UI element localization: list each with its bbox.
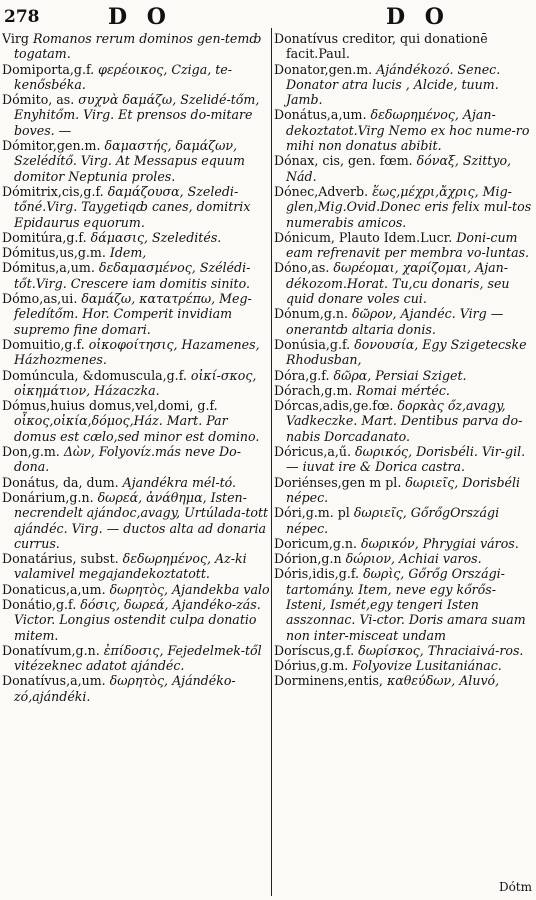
entry-definition: δεδωρημένος, Ajan-dekoztatot.Virg Nemo ex hoc nume-ro mihi non donatus abibit. (286, 107, 530, 154)
dictionary-entry (2, 260, 270, 291)
entry-headword: Donátus,a,um. (274, 107, 367, 123)
entry-headword: Dóra,g.f. (274, 367, 330, 383)
dictionary-entry (274, 398, 532, 444)
dictionary-entry (274, 475, 532, 506)
entry-headword: Dóricus,a,ű. (274, 444, 351, 460)
dictionary-entry (2, 230, 270, 245)
entry-definition: δονουσία, Egy Szigetecske Rhodusban, (286, 336, 527, 368)
entry-headword: Dónec,Adverb. (274, 183, 369, 199)
entry-headword: Donaticus,a,um. (2, 581, 106, 597)
dictionary-entry (274, 658, 532, 673)
entry-headword: Don,g.m. (2, 444, 60, 460)
entry-definition: οἰκοφοίτησις, Hazamenes, Házhozmenes. (14, 336, 260, 368)
dictionary-entry (2, 291, 270, 337)
entry-headword: Dónax, cis, gen. fœm. (274, 153, 413, 169)
running-head-right: D O (386, 4, 450, 30)
entry-definition: Ajandékra mél-tó. (118, 474, 237, 490)
entry-headword: Donatívus,a,um. (2, 673, 106, 689)
dictionary-entry (2, 475, 270, 490)
entry-headword: Dómo,as,ui. (2, 291, 78, 307)
entry-definition: οἶκος,οἰκία,δόμος,Ház. Mart. Par domus est cælo,sed minor est domino. (14, 413, 260, 444)
dictionary-entry (274, 153, 532, 184)
entry-headword: Domiporta,g.f. (2, 61, 95, 77)
running-header (0, 4, 536, 28)
entry-definition: δεδωρημένος, Az-ki valamivel megajandekoztatott. (14, 551, 247, 582)
entry-definition: Idem, (105, 245, 147, 261)
entry-definition: Ajándékozó. Senec. Donator atra lucis , Alcide, tuum. Jamb. (286, 61, 501, 108)
entry-definition: Δὼν, Folyovíz.más neve Do-dona. (14, 444, 241, 475)
entry-headword: Donárium,g.n. (2, 489, 94, 505)
entry-definition: δεδαμασμένος, Szélédi-tőt.Virg. Crescere iam domitis sinito. (14, 260, 251, 291)
entry-definition: δωρητὸς, Ajándéko-zó,ajándéki. (14, 673, 236, 704)
entry-headword: Doríscus,g.f. (274, 642, 355, 658)
entry-definition: δωρίσκος, Thraciaivá-ros. (354, 642, 524, 658)
entry-definition: δῶρα, Persiai Sziget. (329, 367, 467, 383)
entry-definition: δωρικόν, Phrygiai város. (357, 535, 519, 551)
entry-definition: ἐπίδοσις, Fejedelmek-től vitézeknec adatot ajándéc. (14, 642, 262, 674)
dictionary-entry (274, 643, 532, 658)
entry-definition: δορκὰς őz,avagy, Vadkeczke. Mart. Dentibus parva do-nabis Dorcadanato. (286, 398, 523, 444)
dictionary-entry (2, 582, 270, 597)
dictionary-entry (274, 260, 532, 306)
entry-headword: Donátus, da, dum. (2, 474, 119, 490)
entry-definition: δωριεῖς, Dorisbéli népec. (286, 474, 521, 505)
dictionary-entry (274, 505, 532, 536)
entry-headword: Dóris,idis,g.f. (274, 566, 360, 582)
dictionary-entry (2, 62, 270, 93)
entry-definition: δώριον, Achiai varos. (341, 551, 482, 567)
entry-headword: Dómitus,us,g.m. (2, 245, 106, 261)
entry-headword: Dónicum, Plauto Idem.Lucr. (274, 229, 453, 245)
dictionary-entry (2, 398, 270, 444)
entry-headword: Donator,gen.m. (274, 61, 373, 77)
entry-definition: Doni-cum eam refrenavit per membra vo-luntas. (286, 229, 530, 261)
dictionary-entry (274, 31, 532, 62)
entry-headword: Dómitrix,cis,g.f. (2, 183, 104, 199)
entry-definition: φερέοικος, Cziga, te-kenősbéka. (14, 61, 232, 92)
dictionary-entry (274, 383, 532, 398)
right-column (274, 31, 532, 900)
dictionary-entry (274, 337, 532, 368)
entry-headword: Dórion,g.n (274, 551, 342, 567)
page-number: 278 (4, 7, 40, 27)
dictionary-entry (2, 245, 270, 260)
dictionary-entry (2, 444, 270, 475)
entry-headword: Doriénses,gen m pl. (274, 474, 402, 490)
dictionary-entry (274, 444, 532, 475)
entry-headword: Domúncula, &domuscula,g.f. (2, 367, 187, 383)
entry-headword: Donúsia,g.f. (274, 336, 351, 352)
entry-definition: δόναξ, Szittyo, Nád. (286, 153, 512, 184)
dictionary-entry (274, 306, 532, 337)
dictionary-entry (2, 138, 270, 184)
entry-definition: οἰκί-σκος, οἰκημάτιον, Házaczka. (14, 367, 257, 398)
entry-headword: Donatívum,g.n. (2, 642, 100, 658)
dictionary-entry (274, 566, 532, 642)
dictionary-entry (2, 92, 270, 138)
entry-headword: Donatárius, subst. (2, 551, 119, 567)
dictionary-entry (274, 368, 532, 383)
column-divider (271, 28, 272, 896)
entry-headword: Domuitio,g.f. (2, 336, 85, 352)
entry-definition: δάμασις, Szeledités. (86, 229, 222, 245)
entry-definition: δωρεά, ἀνάθημα, Isten-necrendelt ajándoc,avagy, Urtúlada-tott ajándéc. Virg. — ductos alta ad donaria currus. (14, 489, 269, 551)
dictionary-entry (2, 643, 270, 674)
dictionary-entry (2, 184, 270, 230)
entry-headword: Donatívus creditor, qui donationē facit.Paul. (274, 31, 488, 62)
dictionary-entry (274, 551, 532, 566)
dictionary-entry (274, 62, 532, 108)
dictionary-entry (274, 673, 532, 688)
entry-definition: δωρέομαι, χαρίζομαι, Ajan-dékozom.Horat. Tu,cu donaris, seu quid donare voles cui. (286, 260, 510, 307)
dictionary-entry (2, 673, 270, 704)
entry-headword: Dómus,huius domus,vel,domi, g.f. (2, 398, 218, 414)
catchword: Dótm (498, 880, 532, 894)
running-head-left: D O (108, 4, 172, 30)
entry-headword: Dórach,g.m. (274, 382, 353, 398)
entry-headword: Dórcas,adis,ge.fœ. (274, 398, 394, 414)
left-column (2, 31, 270, 900)
dictionary-entry (2, 368, 270, 399)
entry-headword: Domitúra,g.f. (2, 229, 87, 245)
entry-headword: Virg (2, 31, 29, 46)
entry-headword: Donátio,g.f. (2, 596, 77, 612)
dictionary-entry (2, 551, 270, 582)
entry-definition: δωρὶς, Gőrőg Országi-tartomány. Item, neve egy kőrős-Isteni, Ismét,egy tengeri Isten asszonnac. Vi-ctor. Doris amara suam non inter-misceat undam (286, 566, 526, 643)
entry-definition: Folyovize Lusitaniánac. (348, 658, 502, 674)
dictionary-entry (274, 230, 532, 261)
entry-definition: δαμάζουσα, Szeledi-tőné.Virg. Taygetiqȸ canes, domitrix Epidaurus equorum. (14, 183, 251, 230)
entry-definition: δόσις, δωρεά, Ajandéko-zás. Victor. Longius ostendit culpa donatio mitem. (14, 596, 261, 643)
entry-definition: δωρητὸς, Ajandekba valo (105, 581, 270, 597)
entry-definition: δωρικός, Dorisbéli. Vir-gil. — iuvat ire & Dorica castra. (286, 444, 526, 475)
entry-definition: δωριεῖς, GőrőgOrszági népec. (286, 505, 500, 536)
entry-definition: ἕως,μέχρι,ἄχρις, Mig-glen,Mig.Ovid.Donec eris felix mul-tos numerabis amicos. (286, 183, 532, 230)
dictionary-entry (274, 107, 532, 153)
entry-headword: Dómitor,gen.m. (2, 138, 101, 154)
entry-definition: δαμάζω, κατατρέπω, Meg-feledítőm. Hor. Comperit invidiam supremo fine domari. (14, 291, 252, 337)
entry-headword: Dóno,as. (274, 260, 330, 276)
entry-headword: Dómito, as. (2, 92, 75, 108)
dictionary-entry (274, 184, 532, 230)
dictionary-entry (2, 31, 270, 62)
entry-definition: δῶρον, Ajandéc. Virg — onerantȸ altaria donis. (286, 306, 504, 337)
entry-definition: δαμαστής, δαμάζων, Szelédítő. Virg. At Messapus equum domitor Neptunia proles. (14, 138, 245, 184)
entry-definition: Romanos rerum dominos gen-temȸ togatam. (14, 31, 262, 62)
entry-headword: Dónum,g.n. (274, 306, 349, 322)
entry-headword: Dóri,g.m. pl (274, 505, 350, 521)
dictionary-entry (2, 490, 270, 551)
entry-headword: Dorminens,entis, (274, 673, 383, 689)
dictionary-entry (2, 597, 270, 643)
entry-definition: συχνὰ δαμάζω, Szelidé-tőm, Enyhitőm. Virg. Et prensos do-mitare boves. — (14, 92, 260, 138)
dictionary-entry (274, 536, 532, 551)
entry-definition: καθεύδων, Aluvó, (382, 673, 500, 689)
entry-definition: Romai mértéc. (352, 382, 450, 398)
dictionary-entry (2, 337, 270, 368)
entry-headword: Dómitus,a,um. (2, 260, 95, 276)
entry-headword: Doricum,g.n. (274, 535, 358, 551)
entry-headword: Dórius,g.m. (274, 658, 349, 674)
